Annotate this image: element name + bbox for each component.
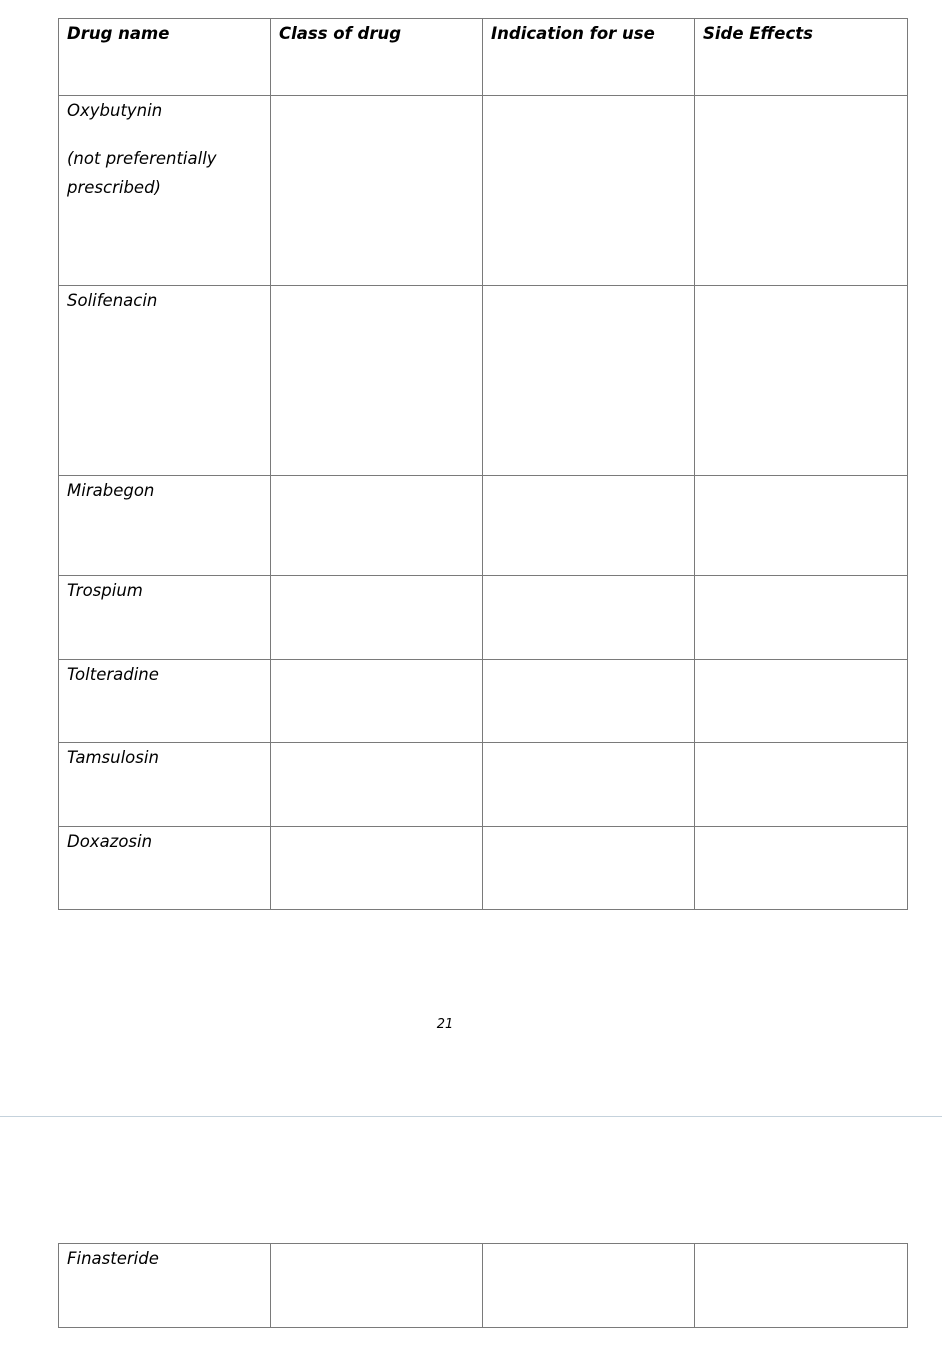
- drug-name: Solifenacin: [67, 291, 158, 310]
- table-row: [59, 476, 908, 576]
- table-row: [59, 286, 908, 476]
- header-cell-side-effects: Side Effects: [695, 19, 908, 96]
- class-cell[interactable]: [271, 286, 483, 476]
- drug-name-cell: [59, 576, 271, 660]
- header-cell-drug-name: Drug name: [59, 19, 271, 96]
- drug-name-cell: [59, 827, 271, 910]
- drug-note: (not preferentially prescribed): [67, 149, 217, 197]
- drug-name: Tolteradine: [67, 665, 159, 684]
- drug-name: Tamsulosin: [67, 748, 159, 767]
- side-effects-cell[interactable]: [695, 576, 908, 660]
- class-cell[interactable]: [271, 827, 483, 910]
- indication-cell[interactable]: [483, 576, 695, 660]
- table-header-row: [59, 19, 908, 96]
- table-row: [59, 1244, 908, 1328]
- drug-name: Doxazosin: [67, 832, 153, 851]
- side-effects-cell[interactable]: [695, 96, 908, 286]
- side-effects-cell[interactable]: [695, 286, 908, 476]
- side-effects-cell[interactable]: [695, 743, 908, 827]
- drug-name-cell: [59, 286, 271, 476]
- indication-cell[interactable]: [483, 827, 695, 910]
- drug-name-cell: [59, 476, 271, 576]
- table-row: [59, 743, 908, 827]
- side-effects-cell[interactable]: [695, 660, 908, 743]
- drug-table: [58, 18, 908, 910]
- indication-cell[interactable]: [483, 743, 695, 827]
- page-number: 21: [436, 1017, 454, 1032]
- table-row: [59, 660, 908, 743]
- class-cell[interactable]: [271, 660, 483, 743]
- side-effects-cell[interactable]: [695, 476, 908, 576]
- class-cell[interactable]: [271, 743, 483, 827]
- class-cell[interactable]: [271, 1244, 483, 1328]
- indication-cell[interactable]: [483, 660, 695, 743]
- side-effects-cell[interactable]: [695, 827, 908, 910]
- indication-cell[interactable]: [483, 286, 695, 476]
- indication-cell[interactable]: [483, 476, 695, 576]
- drug-name: Trospium: [67, 581, 143, 600]
- drug-table-continued: [58, 1243, 908, 1328]
- drug-name-cell: [59, 96, 271, 286]
- indication-cell[interactable]: [483, 96, 695, 286]
- table-row: [59, 576, 908, 660]
- header-cell-class-of-drug: Class of drug: [271, 19, 483, 96]
- drug-name-cell: [59, 743, 271, 827]
- header-cell-indication: Indication for use: [483, 19, 695, 96]
- class-cell[interactable]: [271, 476, 483, 576]
- drug-name-cell: [59, 660, 271, 743]
- indication-cell[interactable]: [483, 1244, 695, 1328]
- drug-name: Mirabegon: [67, 481, 155, 500]
- class-cell[interactable]: [271, 96, 483, 286]
- side-effects-cell[interactable]: [695, 1244, 908, 1328]
- drug-name: Finasteride: [67, 1249, 159, 1268]
- table-row: [59, 827, 908, 910]
- page-break-divider: [0, 1116, 942, 1117]
- table-row: [59, 96, 908, 286]
- drug-name: Oxybutynin: [67, 101, 163, 120]
- class-cell[interactable]: [271, 576, 483, 660]
- drug-name-cell: [59, 1244, 271, 1328]
